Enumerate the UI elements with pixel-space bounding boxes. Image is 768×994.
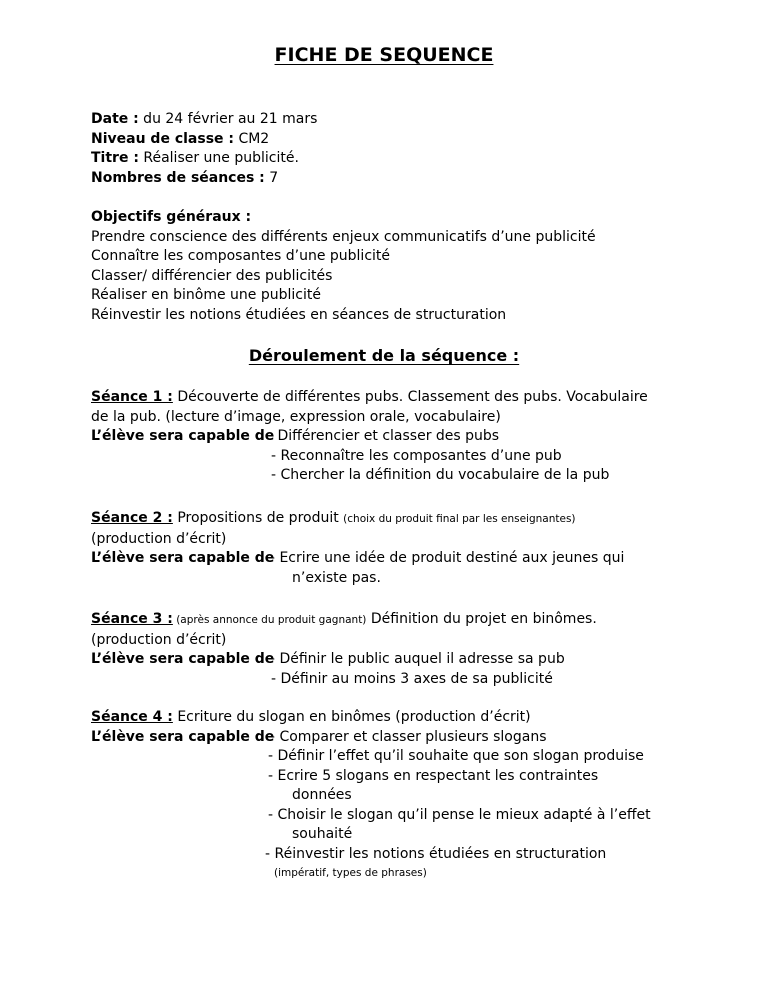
capable-item: - Définir au moins 3 axes de sa publicité — [271, 670, 553, 687]
objectif-item: Réinvestir les notions étudiées en séances de structuration — [91, 306, 507, 323]
seance-line — [91, 509, 691, 530]
capable-item: – Ecrire une idée de produit destiné aux jeunes qui — [268, 550, 625, 566]
seance-4 — [91, 708, 691, 884]
seance-desc-line2: (production d’écrit) — [91, 530, 227, 547]
capable-item: - Reconnaître les composantes d’une pub — [271, 447, 562, 464]
capable-row — [91, 728, 691, 884]
info-seances — [91, 169, 317, 189]
info-value: CM2 — [234, 130, 270, 147]
capable-items — [268, 549, 691, 588]
capable-item: – Comparer et classer plusieurs slogans — [268, 728, 547, 745]
capable-label: L’élève sera capable de — [91, 728, 275, 745]
capable-label: L’élève sera capable de — [91, 550, 275, 566]
seance-desc: Ecriture du slogan en binômes (production d’écrit) — [172, 709, 531, 725]
deroulement-title: Déroulement de la séquence : — [248, 346, 520, 365]
capable-item: souhaité — [292, 826, 353, 842]
seance-note: (choix du produit final par les enseignantes) — [343, 513, 576, 525]
seance-desc-line2: de la pub. (lecture d’image, expression orale, vocabulaire) — [91, 408, 501, 425]
info-niveau — [91, 130, 317, 150]
capable-item: - Chercher la définition du vocabulaire de la pub — [271, 467, 610, 483]
objectif-item: Réaliser en binôme une publicité — [91, 287, 321, 303]
seance-title: Séance 3 : — [91, 611, 173, 627]
seance-line — [91, 388, 691, 408]
capable-item: - Ecrire 5 slogans en respectant les contraintes — [268, 767, 599, 784]
seance-title: Séance 1 : — [91, 389, 173, 405]
capable-note: (impératif, types de phrases) — [274, 867, 427, 879]
objectifs-heading: Objectifs généraux : — [91, 209, 252, 225]
info-date — [91, 110, 317, 130]
capable-row — [91, 650, 691, 689]
capable-label: L’élève sera capable de — [91, 651, 275, 667]
seance-line — [91, 708, 691, 728]
info-label: Nombres de séances : — [91, 169, 265, 186]
info-value: Réaliser une publicité. — [138, 150, 299, 166]
page-title: FICHE DE SEQUENCE — [274, 44, 494, 66]
seance-1 — [91, 388, 691, 486]
seance-3 — [91, 610, 691, 689]
info-titre — [91, 149, 317, 169]
capable-item: données — [292, 787, 352, 803]
capable-item: - Définir l’effet qu’il souhaite que son slogan produise — [268, 748, 644, 764]
seance-2 — [91, 509, 691, 588]
objectif-item: Classer/ différencier des publicités — [91, 267, 333, 284]
capable-label: L’élève sera capable de — [91, 428, 275, 444]
info-label: Date : — [91, 111, 139, 127]
seance-title: Séance 4 : — [91, 709, 173, 725]
info-label: Titre : — [91, 150, 139, 166]
seance-desc: Propositions de produit — [172, 510, 344, 526]
capable-items — [265, 728, 691, 884]
seance-line — [91, 610, 691, 631]
seance-desc: Découverte de différentes pubs. Classement des pubs. Vocabulaire — [172, 389, 648, 405]
capable-row — [91, 549, 691, 588]
objectif-item: Prendre conscience des différents enjeux communicatifs d’une publicité — [91, 228, 596, 245]
capable-row — [91, 427, 691, 486]
capable-item: - Différencier et classer des pubs — [268, 428, 500, 444]
seance-note: (après annonce du produit gagnant) — [172, 614, 367, 626]
objectifs-block — [91, 208, 596, 325]
capable-items — [268, 427, 691, 486]
capable-items — [268, 650, 691, 689]
seance-desc-line2: (production d’écrit) — [91, 631, 227, 648]
capable-item: - Réinvestir les notions étudiées en structuration — [265, 845, 607, 862]
seance-desc: Définition du projet en binômes. — [366, 611, 597, 627]
capable-item: – Définir le public auquel il adresse sa pub — [268, 651, 565, 667]
objectif-item: Connaître les composantes d’une publicité — [91, 248, 391, 264]
info-block — [91, 110, 317, 188]
info-value: du 24 février au 21 mars — [138, 111, 318, 127]
info-value: 7 — [264, 169, 279, 186]
seance-title: Séance 2 : — [91, 510, 173, 526]
capable-item: - Choisir le slogan qu’il pense le mieux adapté à l’effet — [268, 806, 651, 823]
capable-item: n’existe pas. — [292, 569, 381, 586]
info-label: Niveau de classe : — [91, 130, 234, 147]
